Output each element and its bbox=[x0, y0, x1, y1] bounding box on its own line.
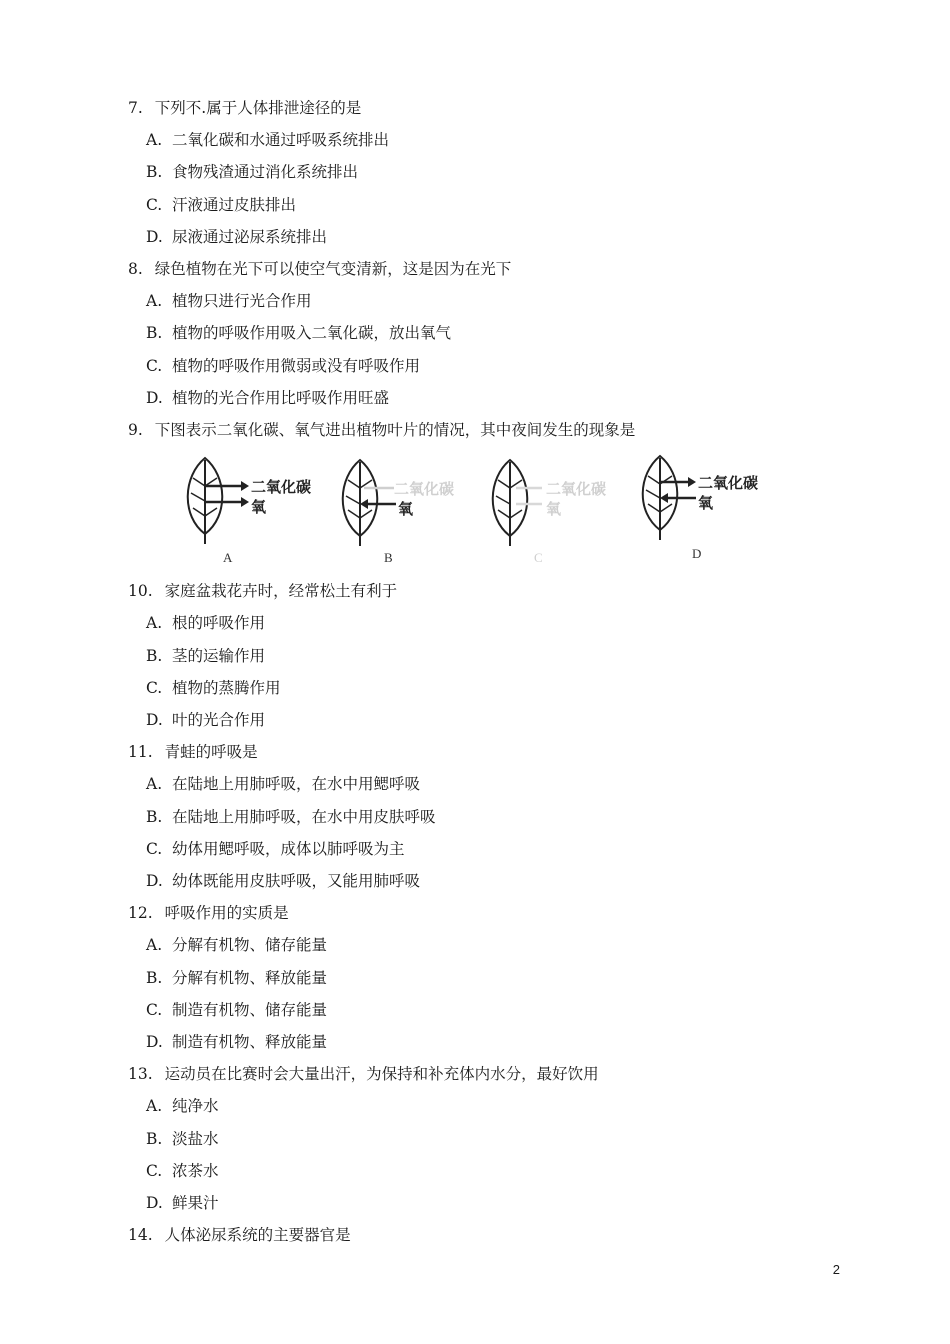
option-text: 制造有机物、释放能量 bbox=[172, 1033, 328, 1051]
option-letter: A. bbox=[146, 292, 163, 311]
option-letter: A. bbox=[146, 936, 163, 955]
question-number: 13. bbox=[128, 1065, 153, 1084]
question-text: 下列不.属于人体排泄途径的是 bbox=[154, 99, 362, 117]
question-stem bbox=[128, 742, 258, 762]
question-stem bbox=[128, 98, 361, 118]
option-letter: D. bbox=[146, 711, 163, 729]
question-text: 绿色植物在光下可以使空气变清新，这是因为在光下 bbox=[154, 260, 512, 278]
option-text: 植物的呼吸作用微弱或没有呼吸作用 bbox=[172, 356, 421, 375]
question-text: 呼吸作用的实质是 bbox=[164, 904, 289, 923]
option-text: 制造有机物、储存能量 bbox=[172, 1000, 328, 1019]
option-text: 植物的呼吸作用吸入二氧化碳，放出氧气 bbox=[172, 324, 452, 343]
co2-label: 二氧化碳 bbox=[394, 480, 455, 498]
figure-label-c: C bbox=[534, 550, 543, 565]
question-number: 10. bbox=[128, 582, 153, 601]
leaf-option-d bbox=[630, 446, 780, 568]
answer-option bbox=[146, 774, 420, 794]
option-text: 植物的光合作用比呼吸作用旺盛 bbox=[172, 388, 390, 407]
question-text: 人体泌尿系统的主要器官是 bbox=[164, 1226, 351, 1245]
option-letter: D. bbox=[146, 227, 163, 246]
option-text: 根的呼吸作用 bbox=[172, 614, 266, 633]
option-text: 植物只进行光合作用 bbox=[172, 292, 312, 311]
option-text: 植物的蒸腾作用 bbox=[172, 678, 281, 697]
option-text: 尿液通过泌尿系统排出 bbox=[172, 227, 328, 246]
leaf-figure bbox=[175, 446, 795, 568]
option-letter: B. bbox=[146, 1129, 163, 1148]
option-text: 分解有机物、储存能量 bbox=[172, 936, 328, 955]
option-text: 二氧化碳和水通过呼吸系统排出 bbox=[172, 131, 390, 150]
leaf-option-b bbox=[330, 446, 480, 568]
option-letter: C. bbox=[146, 1000, 163, 1019]
answer-option bbox=[146, 1000, 327, 1020]
answer-option bbox=[146, 1096, 219, 1116]
option-text: 纯净水 bbox=[172, 1097, 219, 1116]
option-letter: B. bbox=[146, 968, 163, 987]
co2-label: 二氧化碳 bbox=[251, 478, 312, 496]
option-letter: D. bbox=[146, 388, 163, 407]
answer-option bbox=[146, 227, 327, 247]
question-number: 8. bbox=[128, 260, 143, 278]
option-letter: A. bbox=[146, 775, 163, 794]
question-stem bbox=[128, 420, 635, 440]
question-number: 14. bbox=[128, 1226, 153, 1245]
figure-label-b: B bbox=[384, 550, 393, 565]
answer-option bbox=[146, 968, 327, 988]
o2-label: 氧 bbox=[698, 494, 714, 512]
question-stem bbox=[128, 1225, 351, 1245]
answer-option bbox=[146, 162, 358, 182]
question-stem bbox=[128, 581, 397, 601]
option-text: 叶的光合作用 bbox=[172, 711, 266, 729]
option-letter: A. bbox=[146, 614, 163, 633]
answer-option bbox=[146, 839, 405, 859]
leaf-option-a bbox=[175, 446, 325, 568]
question-text: 运动员在比赛时会大量出汗，为保持和补充体内水分，最好饮用 bbox=[164, 1065, 599, 1084]
answer-option bbox=[146, 356, 420, 376]
answer-option bbox=[146, 710, 265, 730]
option-letter: B. bbox=[146, 324, 163, 343]
option-text: 浓茶水 bbox=[172, 1161, 219, 1180]
answer-option bbox=[146, 195, 296, 215]
leaf-option-c bbox=[480, 446, 630, 568]
option-letter: D. bbox=[146, 1033, 163, 1051]
option-text: 淡盐水 bbox=[172, 1129, 219, 1148]
option-letter: D. bbox=[146, 872, 163, 890]
o2-label: 氧 bbox=[251, 498, 267, 516]
answer-option bbox=[146, 678, 281, 698]
option-text: 幼体既能用皮肤呼吸，又能用肺呼吸 bbox=[172, 872, 421, 890]
option-letter: C. bbox=[146, 195, 163, 214]
option-letter: C. bbox=[146, 1161, 163, 1180]
question-text: 下图表示二氧化碳、氧气进出植物叶片的情况，其中夜间发生的现象是 bbox=[154, 421, 636, 439]
co2-label: 二氧化碳 bbox=[546, 480, 607, 498]
question-number: 7. bbox=[128, 99, 143, 117]
option-letter: D. bbox=[146, 1194, 163, 1212]
option-text: 汗液通过皮肤排出 bbox=[172, 195, 297, 214]
option-letter: C. bbox=[146, 356, 163, 375]
option-letter: B. bbox=[146, 807, 163, 826]
question-text: 家庭盆栽花卉时，经常松土有利于 bbox=[164, 582, 398, 601]
question-stem bbox=[128, 259, 511, 279]
option-text: 幼体用鳃呼吸，成体以肺呼吸为主 bbox=[172, 839, 405, 858]
answer-option bbox=[146, 388, 389, 408]
question-number: 9. bbox=[128, 421, 143, 439]
option-letter: C. bbox=[146, 839, 163, 858]
option-letter: B. bbox=[146, 163, 163, 182]
option-letter: A. bbox=[146, 1097, 163, 1116]
o2-label: 氧 bbox=[398, 500, 414, 518]
answer-option bbox=[146, 871, 420, 891]
answer-option bbox=[146, 1161, 219, 1181]
answer-option bbox=[146, 613, 265, 633]
figure-label-a: A bbox=[223, 550, 233, 565]
option-text: 鲜果汁 bbox=[172, 1194, 219, 1212]
question-number: 12. bbox=[128, 904, 153, 923]
answer-option bbox=[146, 935, 327, 955]
answer-option bbox=[146, 1032, 327, 1052]
question-stem bbox=[128, 1064, 599, 1084]
option-text: 在陆地上用肺呼吸，在水中用鳃呼吸 bbox=[172, 775, 421, 794]
figure-label-d: D bbox=[692, 546, 702, 561]
answer-option bbox=[146, 807, 436, 827]
co2-label: 二氧化碳 bbox=[698, 474, 759, 492]
option-letter: A. bbox=[146, 131, 163, 150]
answer-option bbox=[146, 1129, 219, 1149]
option-text: 茎的运输作用 bbox=[172, 646, 266, 665]
o2-label: 氧 bbox=[546, 500, 562, 518]
question-number: 11. bbox=[128, 743, 153, 762]
option-text: 在陆地上用肺呼吸，在水中用皮肤呼吸 bbox=[172, 807, 436, 826]
option-letter: B. bbox=[146, 646, 163, 665]
answer-option bbox=[146, 1193, 219, 1213]
page-number: 2 bbox=[832, 1262, 840, 1277]
answer-option bbox=[146, 646, 265, 666]
question-stem bbox=[128, 903, 289, 923]
option-text: 食物残渣通过消化系统排出 bbox=[172, 163, 359, 182]
question-text: 青蛙的呼吸是 bbox=[164, 743, 258, 762]
option-letter: C. bbox=[146, 678, 163, 697]
answer-option bbox=[146, 130, 389, 150]
option-text: 分解有机物、释放能量 bbox=[172, 968, 328, 987]
answer-option bbox=[146, 323, 451, 343]
answer-option bbox=[146, 291, 312, 311]
